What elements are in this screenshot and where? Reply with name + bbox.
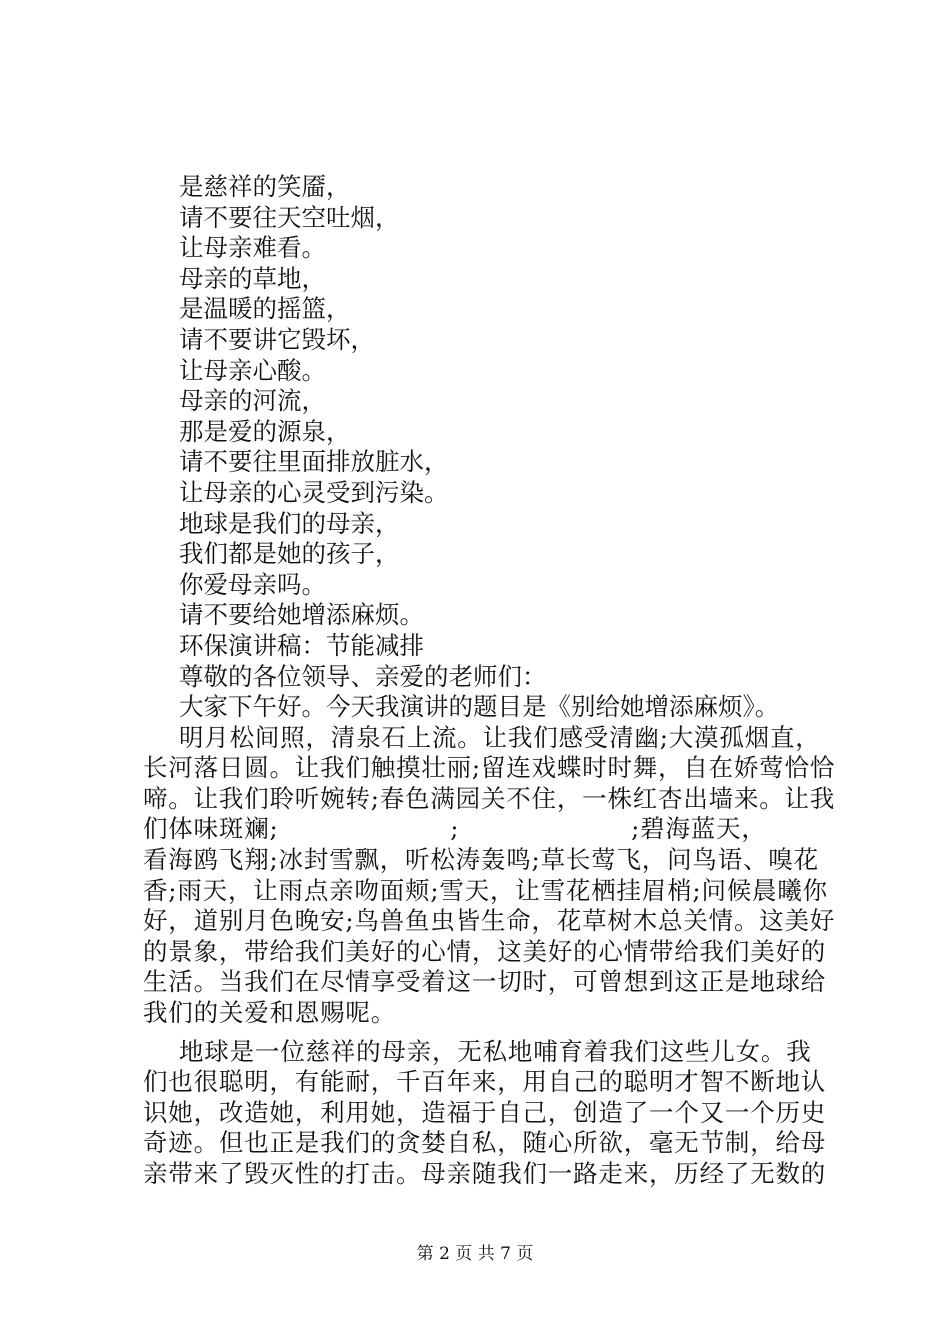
text-line: 是温暖的摇篮， [179,294,351,324]
paragraph-row: 看海鸥飞翔;冰封雪飘，听松涛轰鸣;草长莺飞，问鸟语、嗅花 [143,845,819,875]
text-line: 请不要往里面排放脏水， [179,447,449,477]
page-footer [0,1244,950,1264]
paragraph-row: 地球是一位慈祥的母亲，无私地哺育着我们这些儿女。我 [179,1036,812,1066]
paragraph-row: 明月松间照，清泉石上流。让我们感受清幽;大漠孤烟直， [179,722,821,752]
poem-block [143,172,843,723]
text-line: 你爱母亲吗。 [179,569,326,599]
page-number-label: 第 2 页 共 7 页 [416,1244,534,1264]
text-line: 让母亲难看。 [179,233,326,263]
paragraph-row: 奇迹。但也正是我们的贪婪自私，随心所欲，毫无节制，给母 [143,1128,827,1158]
paragraph-row: 啼。让我们聆听婉转;春色满园关不住，一株红杏出墙来。让我 [143,783,836,813]
paragraph-row: 们也很聪明，有能耐，千百年来，用自己的聪明才智不断地认 [143,1067,827,1097]
paragraph-gap [143,1029,843,1037]
text-line: 是慈祥的笑靥， [179,172,351,201]
paragraph-row: 好，道别月色晚安;鸟兽鱼虫皆生命，花草树木总关情。这美好 [143,906,836,936]
paragraph-row: 我们的关爱和恩赐呢。 [143,998,396,1028]
greeting-line: 大家下午好。今天我演讲的题目是《别给她增添麻烦》。 [179,692,780,722]
paragraph-row: 长河落日圆。让我们触摸壮丽;留连戏蝶时时舞，自在娇莺恰恰 [143,753,836,783]
text-line: 地球是我们的母亲， [179,508,400,538]
paragraph-1 [143,723,843,1029]
text-line: 母亲的草地， [179,263,326,293]
text-line: 请不要往天空吐烟， [179,202,400,232]
paragraph-row: 亲带来了毁灭性的打击。母亲随我们一路走来，历经了无数的 [143,1159,827,1188]
text-line: 请不要讲它毁坏， [179,324,375,354]
paragraph-row: 们体味斑斓; ; ;碧海蓝天， [143,814,767,844]
paragraph-row: 的景象，带给我们美好的心情，这美好的心情带给我们美好的 [143,936,827,966]
text-line: 那是爱的源泉， [179,416,351,446]
text-line: 请不要给她增添麻烦。 [179,600,424,630]
speech-title: 环保演讲稿：节能减排 [179,630,424,660]
text-line: 让母亲的心灵受到污染。 [179,477,449,507]
paragraph-row: 生活。当我们在尽情享受着这一切时，可曾想到这正是地球给 [143,967,827,997]
text-line: 让母亲心酸。 [179,355,326,385]
salutation: 尊敬的各位领导、亲爱的老师们： [179,661,547,691]
paragraph-row: 识她，改造她，利用她，造福于自己，创造了一个又一个历史 [143,1097,827,1127]
text-line: 母亲的河流， [179,386,326,416]
document-body [143,172,843,1190]
paragraph-2 [143,1037,843,1190]
text-line: 我们都是她的孩子， [179,539,400,569]
paragraph-row: 香;雨天，让雨点亲吻面颊;雪天，让雪花栖挂眉梢;问候晨曦你 [143,875,828,905]
